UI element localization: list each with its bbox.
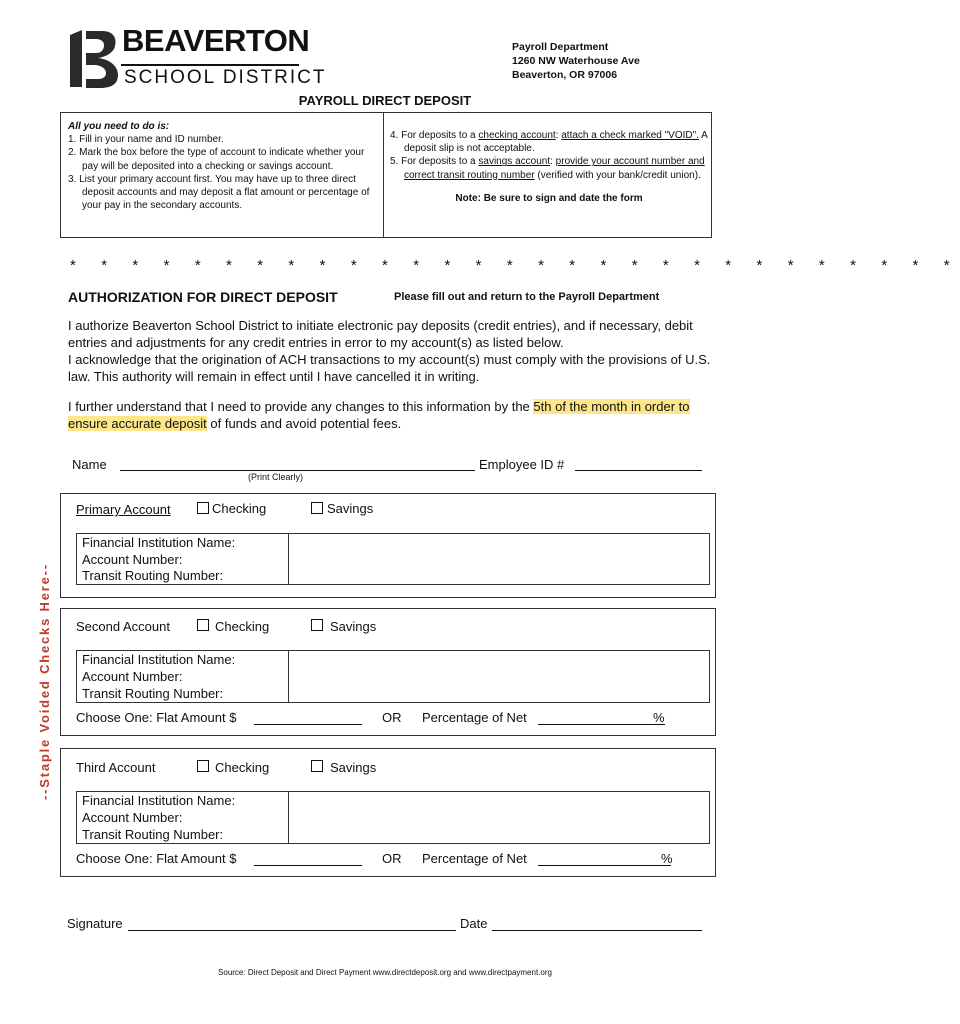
address-line: Beaverton, OR 97006: [512, 69, 618, 81]
financial-institution-field[interactable]: [289, 792, 709, 809]
logo-rule: [121, 64, 299, 66]
address-line: Payroll Department: [512, 41, 609, 53]
address-line: 1260 NW Waterhouse Ave: [512, 55, 640, 67]
second-checking-checkbox[interactable]: [197, 619, 209, 631]
instruction-item: 3. List your primary account first. You may have up to three direct deposit accounts and may deposit a flat amount or percentage of your pay in the secondary accounts.: [68, 173, 370, 212]
choose-one-label: Choose One: Flat Amount $: [76, 710, 237, 725]
checking-label: Checking: [212, 501, 267, 516]
third-savings-checkbox[interactable]: [311, 760, 323, 772]
financial-institution-field[interactable]: [289, 651, 709, 668]
routing-number-label: Transit Routing Number:: [82, 686, 224, 701]
text: checking account: [478, 130, 556, 141]
instruction-item: 1. Fill in your name and ID number.: [68, 134, 224, 146]
second-flat-amount-field[interactable]: [254, 710, 362, 725]
primary-checking-checkbox[interactable]: [197, 502, 209, 514]
form-title: PAYROLL DIRECT DEPOSIT: [298, 93, 472, 108]
third-flat-amount-field[interactable]: [254, 851, 362, 866]
or-label: OR: [382, 851, 402, 866]
checking-label: Checking: [215, 760, 270, 775]
text: 4. For deposits to a: [390, 130, 479, 141]
second-account-grid: [76, 650, 710, 703]
account-number-field[interactable]: [289, 668, 709, 685]
savings-label: Savings: [327, 501, 374, 516]
print-clearly-note: (Print Clearly): [248, 472, 304, 482]
account-number-field[interactable]: [289, 551, 709, 568]
text: I further understand that I need to provide any changes to this information by the: [68, 399, 534, 414]
text: :: [555, 130, 562, 141]
primary-account-grid: [76, 533, 710, 585]
source-footer: Source: Direct Deposit and Direct Payment www.directdeposit.org and www.directpayment.org: [218, 968, 552, 977]
text: attach a check marked "VOID".: [561, 130, 699, 141]
date-field[interactable]: [492, 916, 702, 931]
primary-savings-checkbox[interactable]: [311, 502, 323, 514]
account-number-label: Account Number:: [82, 552, 183, 567]
routing-number-field[interactable]: [289, 568, 709, 585]
financial-institution-label: Financial Institution Name:: [82, 535, 236, 550]
name-field[interactable]: [120, 456, 475, 471]
account-number-label: Account Number:: [82, 669, 183, 684]
logo-subtitle: SCHOOL DISTRICT: [124, 67, 327, 88]
third-account-label: Third Account: [76, 760, 156, 775]
account-number-field[interactable]: [289, 809, 709, 826]
percentage-of-net-label: Percentage of Net: [422, 710, 527, 725]
second-account-label: Second Account: [76, 619, 170, 634]
instructions-left: [68, 120, 380, 212]
authorization-title: AUTHORIZATION FOR DIRECT DEPOSIT: [68, 289, 338, 305]
authorization-paragraph-3: [68, 398, 718, 432]
employee-id-label: Employee ID #: [479, 457, 565, 472]
authorization-paragraph: [68, 317, 718, 385]
second-savings-checkbox[interactable]: [311, 619, 323, 631]
routing-number-label: Transit Routing Number:: [82, 568, 224, 583]
text: provide your account number and correct transit routing number: [404, 156, 705, 181]
text: I acknowledge that the origination of ACH transactions to my account(s) must comply with the provisions of U.S. law. This authority will remain in effect until I have cancelled it in writing.: [68, 352, 711, 384]
financial-institution-label: Financial Institution Name:: [82, 793, 236, 808]
instructions-divider: [383, 112, 384, 238]
highlighted-text: 5th of the month in order to ensure accurate deposit: [68, 399, 690, 431]
district-logo-icon: [68, 29, 120, 89]
instructions-note: Note: Be sure to sign and date the form: [455, 192, 643, 204]
instructions-right: [390, 129, 708, 205]
percentage-of-net-label: Percentage of Net: [422, 851, 527, 866]
checking-label: Checking: [215, 619, 270, 634]
instructions-heading: All you need to do is:: [68, 121, 170, 132]
text: :: [550, 156, 556, 168]
third-checking-checkbox[interactable]: [197, 760, 209, 772]
staple-voided-checks-note: --Staple Voided Checks Here--: [37, 563, 52, 800]
account-number-label: Account Number:: [82, 810, 183, 825]
routing-number-label: Transit Routing Number:: [82, 827, 224, 842]
routing-number-field[interactable]: [289, 826, 709, 843]
employee-id-field[interactable]: [575, 456, 702, 471]
text: 5. For deposits to a: [390, 156, 479, 168]
financial-institution-label: Financial Institution Name:: [82, 652, 236, 667]
signature-field[interactable]: [128, 916, 456, 931]
instruction-item: 2. Mark the box before the type of account to indicate whether your pay will be deposited into a checking or savings account.: [68, 147, 365, 172]
instruction-item-4: [390, 129, 708, 155]
text: of funds and avoid potential fees.: [206, 416, 402, 431]
text: savings account: [478, 156, 551, 168]
instruction-item-5: [390, 155, 708, 181]
text: I authorize Beaverton School District to initiate electronic pay deposits (credit entries), and if necessary, debit entries and adjustments for any credit entries in error to my account(s) as listed below.: [68, 318, 693, 350]
date-label: Date: [460, 916, 488, 931]
choose-one-label: Choose One: Flat Amount $: [76, 851, 237, 866]
savings-label: Savings: [330, 619, 377, 634]
percent-sign: %: [653, 710, 665, 725]
return-note: Please fill out and return to the Payroll Department: [394, 291, 660, 303]
third-account-grid: [76, 791, 710, 844]
savings-label: Savings: [330, 760, 377, 775]
text: (verified with your bank/credit union).: [534, 169, 701, 181]
star-separator: * * * * * * * * * * * * * * * * * * * * * * * * * * * * *: [70, 257, 960, 274]
name-label: Name: [72, 457, 107, 472]
or-label: OR: [382, 710, 402, 725]
second-percentage-field[interactable]: [538, 710, 665, 725]
percent-sign: %: [661, 851, 673, 866]
third-percentage-field[interactable]: [538, 851, 671, 866]
text: A deposit slip is not acceptable.: [404, 130, 708, 155]
financial-institution-field[interactable]: [289, 534, 709, 551]
routing-number-field[interactable]: [289, 685, 709, 702]
department-address: [512, 40, 640, 82]
signature-label: Signature: [67, 916, 123, 931]
logo-title: BEAVERTON: [122, 23, 310, 58]
primary-account-label: Primary Account: [76, 502, 171, 517]
